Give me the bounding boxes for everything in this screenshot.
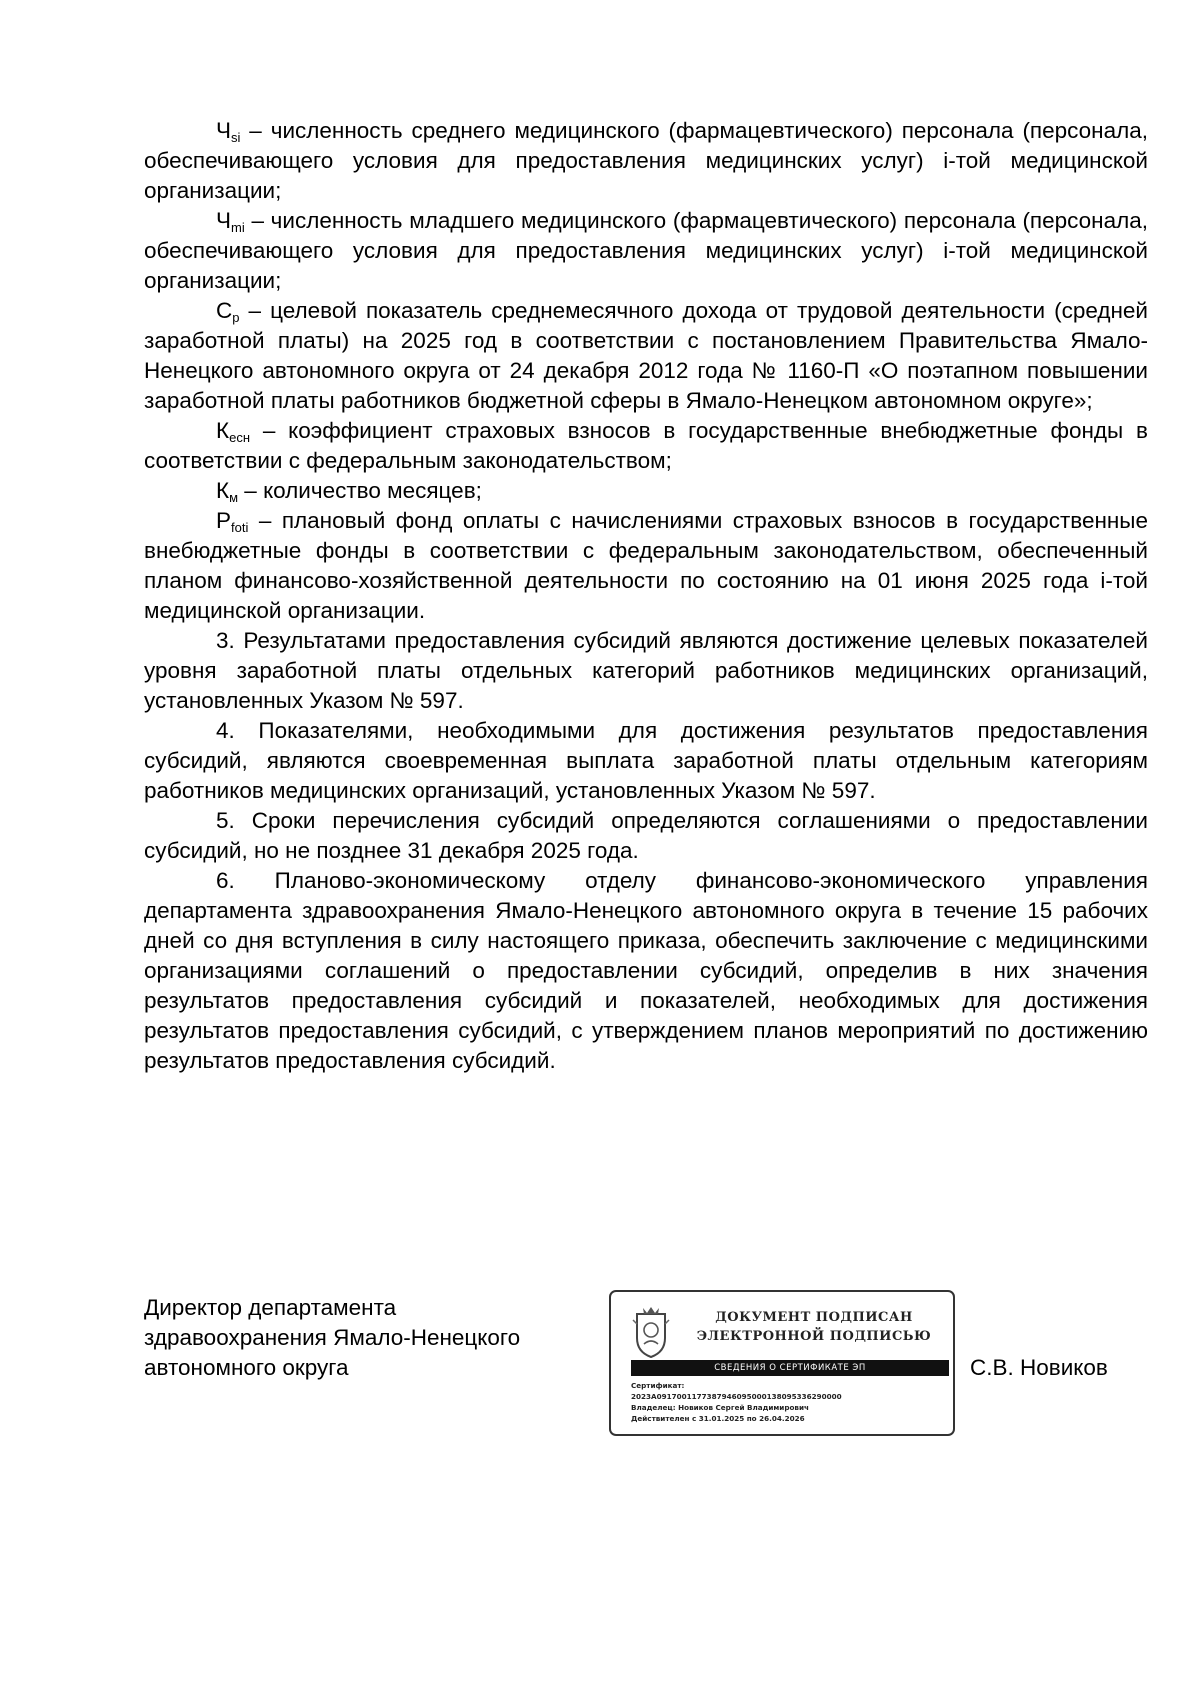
clause-6: 6. Планово-экономическому отделу финансово-экономического управления департамента здравоохранения Ямало-Ненецкого автономного округа в течение 15 рабочих дней со дня вступления в силу настоящего приказа, обеспечить заключение с медицинскими организациями соглашений о предоставлении субсидий, определив в них значения результатов предоставления субсидий и показателей, необходимых для достижения результатов предоставления субсидий, с утверждением планов мероприятий по достижению результатов предоставления субсидий. [144,868,1148,1073]
stamp-certificate-details [631,1380,949,1424]
stamp-heading-line: ДОКУМЕНТ ПОДПИСАН [715,1310,913,1325]
definition-km: $К_м$ – количество месяцев; [216,478,482,505]
signatory-name: С.В. Новиков [970,1355,1108,1380]
certificate-number: 2023A0917001177387946095000138095336290000 [631,1392,842,1401]
certificate-owner: Владелец: Новиков Сергей Владимирович [631,1403,809,1412]
signatory-position [144,1293,604,1383]
definition-pfoti: $Р_{foti}$ – плановый фонд оплаты с начислениями страховых взносов в государственные внебюджетные фонды в соответствии с федеральным законодательством, обеспеченный планом финансово-хозяйственной деятельности по состоянию на 01 июня 2025 года i-той медицинской организации. [144,508,1148,623]
signatory-position-line: Директор департамента [144,1295,397,1320]
clause-4: 4. Показателями, необходимыми для достижения результатов предоставления субсидий, являются своевременная выплата заработной платы отдельным категориям работников медицинских организаций, установленных Указом № 597. [144,718,1148,803]
clause-5: 5. Сроки перечисления субсидий определяются соглашениями о предоставлении субсидий, но не позднее 31 декабря 2025 года. [144,808,1148,863]
certificate-label: Сертификат: [631,1381,685,1390]
definition-chsi: $Ч_{si}$ – численность среднего медицинского (фармацевтического) персонала (персонала, обеспечивающего условия для предоставления медицинских услуг) i-той медицинской организации; [144,118,1148,203]
document-body [144,116,1148,1076]
definition-chmi: $Ч_{mi}$ – численность младшего медицинского (фармацевтического) персонала (персонала, обеспечивающего условия для предоставления медицинских услуг) i-той медицинской организации; [144,208,1148,293]
certificate-validity: Действителен с 31.01.2025 по 26.04.2026 [631,1414,805,1423]
coat-of-arms-icon [629,1304,673,1360]
stamp-heading [683,1308,945,1346]
stamp-certificate-bar: СВЕДЕНИЯ О СЕРТИФИКАТЕ ЭП [631,1360,949,1376]
stamp-heading-line: ЭЛЕКТРОННОЙ ПОДПИСЬЮ [696,1329,932,1344]
electronic-signature-stamp [609,1290,955,1436]
signatory-position-line: автономного округа [144,1355,349,1380]
definition-kesn: $К_{есн}$ – коэффициент страховых взносов в государственные внебюджетные фонды в соответствии с федеральным законодательством; [144,418,1148,473]
clause-3: 3. Результатами предоставления субсидий являются достижение целевых показателей уровня заработной платы отдельных категорий работников медицинских организаций, установленных Указом № 597. [144,628,1148,713]
definition-sp: $С_р$ – целевой показатель среднемесячного дохода от трудовой деятельности (средней заработной платы) на 2025 год в соответствии с постановлением Правительства Ямало-Ненецкого автономного округа от 24 декабря 2012 года № 1160-П «О поэтапном повышении заработной платы работников бюджетной сферы в Ямало-Ненецком автономном округе»; [144,298,1148,413]
signatory-position-line: здравоохранения Ямало-Ненецкого [144,1325,521,1350]
